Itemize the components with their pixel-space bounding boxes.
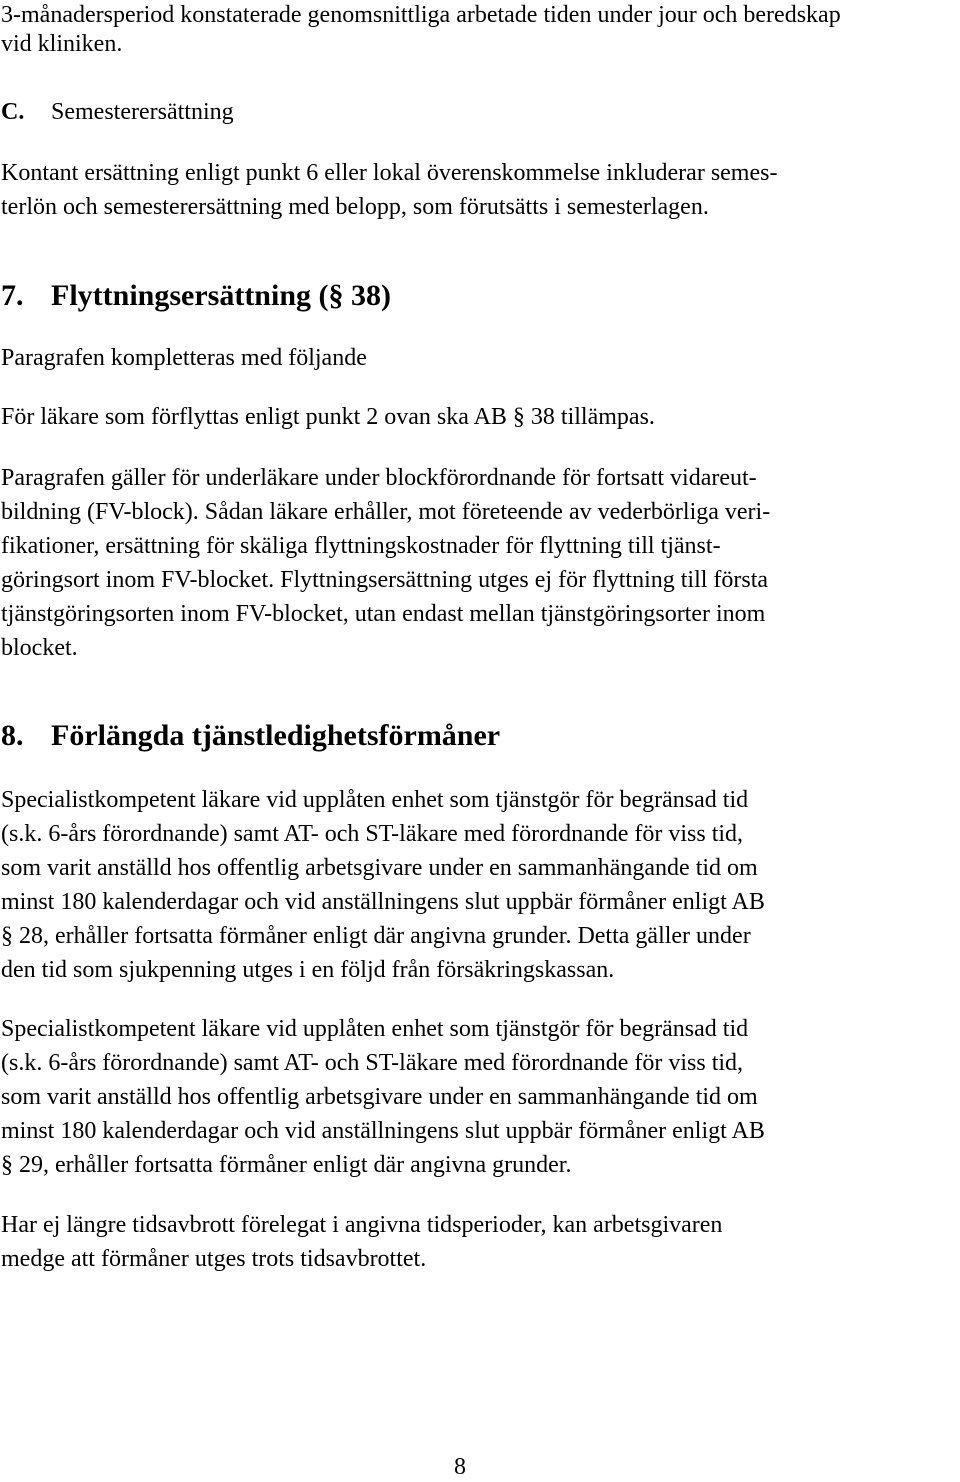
body-text-line: Kontant ersättning enligt punkt 6 eller lokal överenskommelse inkluderar semes-: [1, 160, 778, 186]
section-title: Semesterersättning: [51, 99, 234, 125]
text-segment: 29, erhåller fortsatta förmåner enligt där angivna grunder.: [13, 1152, 572, 1178]
body-text-line: Specialistkompetent läkare vid upplåten enhet som tjänstgör för begränsad tid: [1, 1016, 749, 1042]
text-segment: 28, erhåller fortsatta förmåner enligt där angivna grunder. Detta gäller under: [13, 923, 751, 949]
body-text-line: Specialistkompetent läkare vid upplåten enhet som tjänstgör för begränsad tid: [1, 787, 749, 813]
section-sign: §: [1, 923, 13, 949]
body-text-line: göringsort inom FV-blocket. Flyttningsersättning utges ej för flyttning till första: [1, 567, 769, 593]
section-number: C.: [1, 99, 25, 125]
section-title: Förlängda tjänstledighetsförmåner: [51, 719, 501, 752]
section-title-suffix: 38): [343, 279, 391, 312]
section-number: 8.: [1, 719, 24, 752]
text-segment: För läkare som förflyttas enligt punkt 2 ovan ska AB: [1, 404, 513, 430]
body-text-line: tjänstgöringsorten inom FV-blocket, utan endast mellan tjänstgöringsorter inom: [1, 601, 766, 627]
body-text-line: [1, 1148, 571, 1182]
body-text-line: medge att förmåner utges trots tidsavbrottet.: [1, 1246, 427, 1272]
body-text-line: blocket.: [1, 635, 78, 661]
body-text-line: bildning (FV-block). Sådan läkare erhåller, mot företeende av vederbörliga veri-: [1, 499, 771, 525]
section-title: Flyttningsersättning (: [51, 279, 329, 312]
body-text-line: (s.k. 6-års förordnande) samt AT- och ST-läkare med förordnande för viss tid,: [1, 1050, 744, 1076]
body-text-line: minst 180 kalenderdagar och vid anställningens slut uppbär förmåner enligt AB: [1, 1118, 765, 1144]
body-text-line: [1, 400, 655, 434]
body-text-line: 3-månadersperiod konstaterade genomsnittliga arbetade tiden under jour och beredskap: [1, 2, 841, 28]
text-segment: 38 tillämpas.: [524, 404, 655, 430]
body-text-line: minst 180 kalenderdagar och vid anställningens slut uppbär förmåner enligt AB: [1, 889, 765, 915]
section-7-heading: [1, 276, 391, 316]
section-number: 7.: [1, 279, 24, 312]
body-text-line: [1, 919, 751, 953]
body-text-line: som varit anställd hos offentlig arbetsgivare under en sammanhängande tid om: [1, 1084, 758, 1110]
section-sign: §: [328, 279, 344, 312]
section-8-heading: [1, 716, 500, 756]
body-text-line: Har ej längre tidsavbrott förelegat i angivna tidsperioder, kan arbetsgivaren: [1, 1212, 723, 1238]
body-text-line: som varit anställd hos offentlig arbetsgivare under en sammanhängande tid om: [1, 855, 758, 881]
body-text-line: Paragrafen gäller för underläkare under blockförordnande för fortsatt vidareut-: [1, 465, 757, 491]
section-sign: §: [1, 1152, 13, 1178]
body-text-line: den tid som sjukpenning utges i en följd från försäkringskassan.: [1, 957, 615, 983]
body-text-line: Paragrafen kompletteras med följande: [1, 345, 367, 371]
body-text-line: terlön och semesterersättning med belopp, som förutsätts i semesterlagen.: [1, 194, 709, 220]
section-c-heading: [1, 95, 234, 129]
body-text-line: vid kliniken.: [1, 31, 123, 57]
page-number: 8: [454, 1454, 466, 1480]
body-text-line: fikationer, ersättning för skäliga flyttningskostnader för flyttning till tjänst-: [1, 533, 721, 559]
body-text-line: (s.k. 6-års förordnande) samt AT- och ST-läkare med förordnande för viss tid,: [1, 821, 744, 847]
section-sign: §: [512, 404, 525, 430]
